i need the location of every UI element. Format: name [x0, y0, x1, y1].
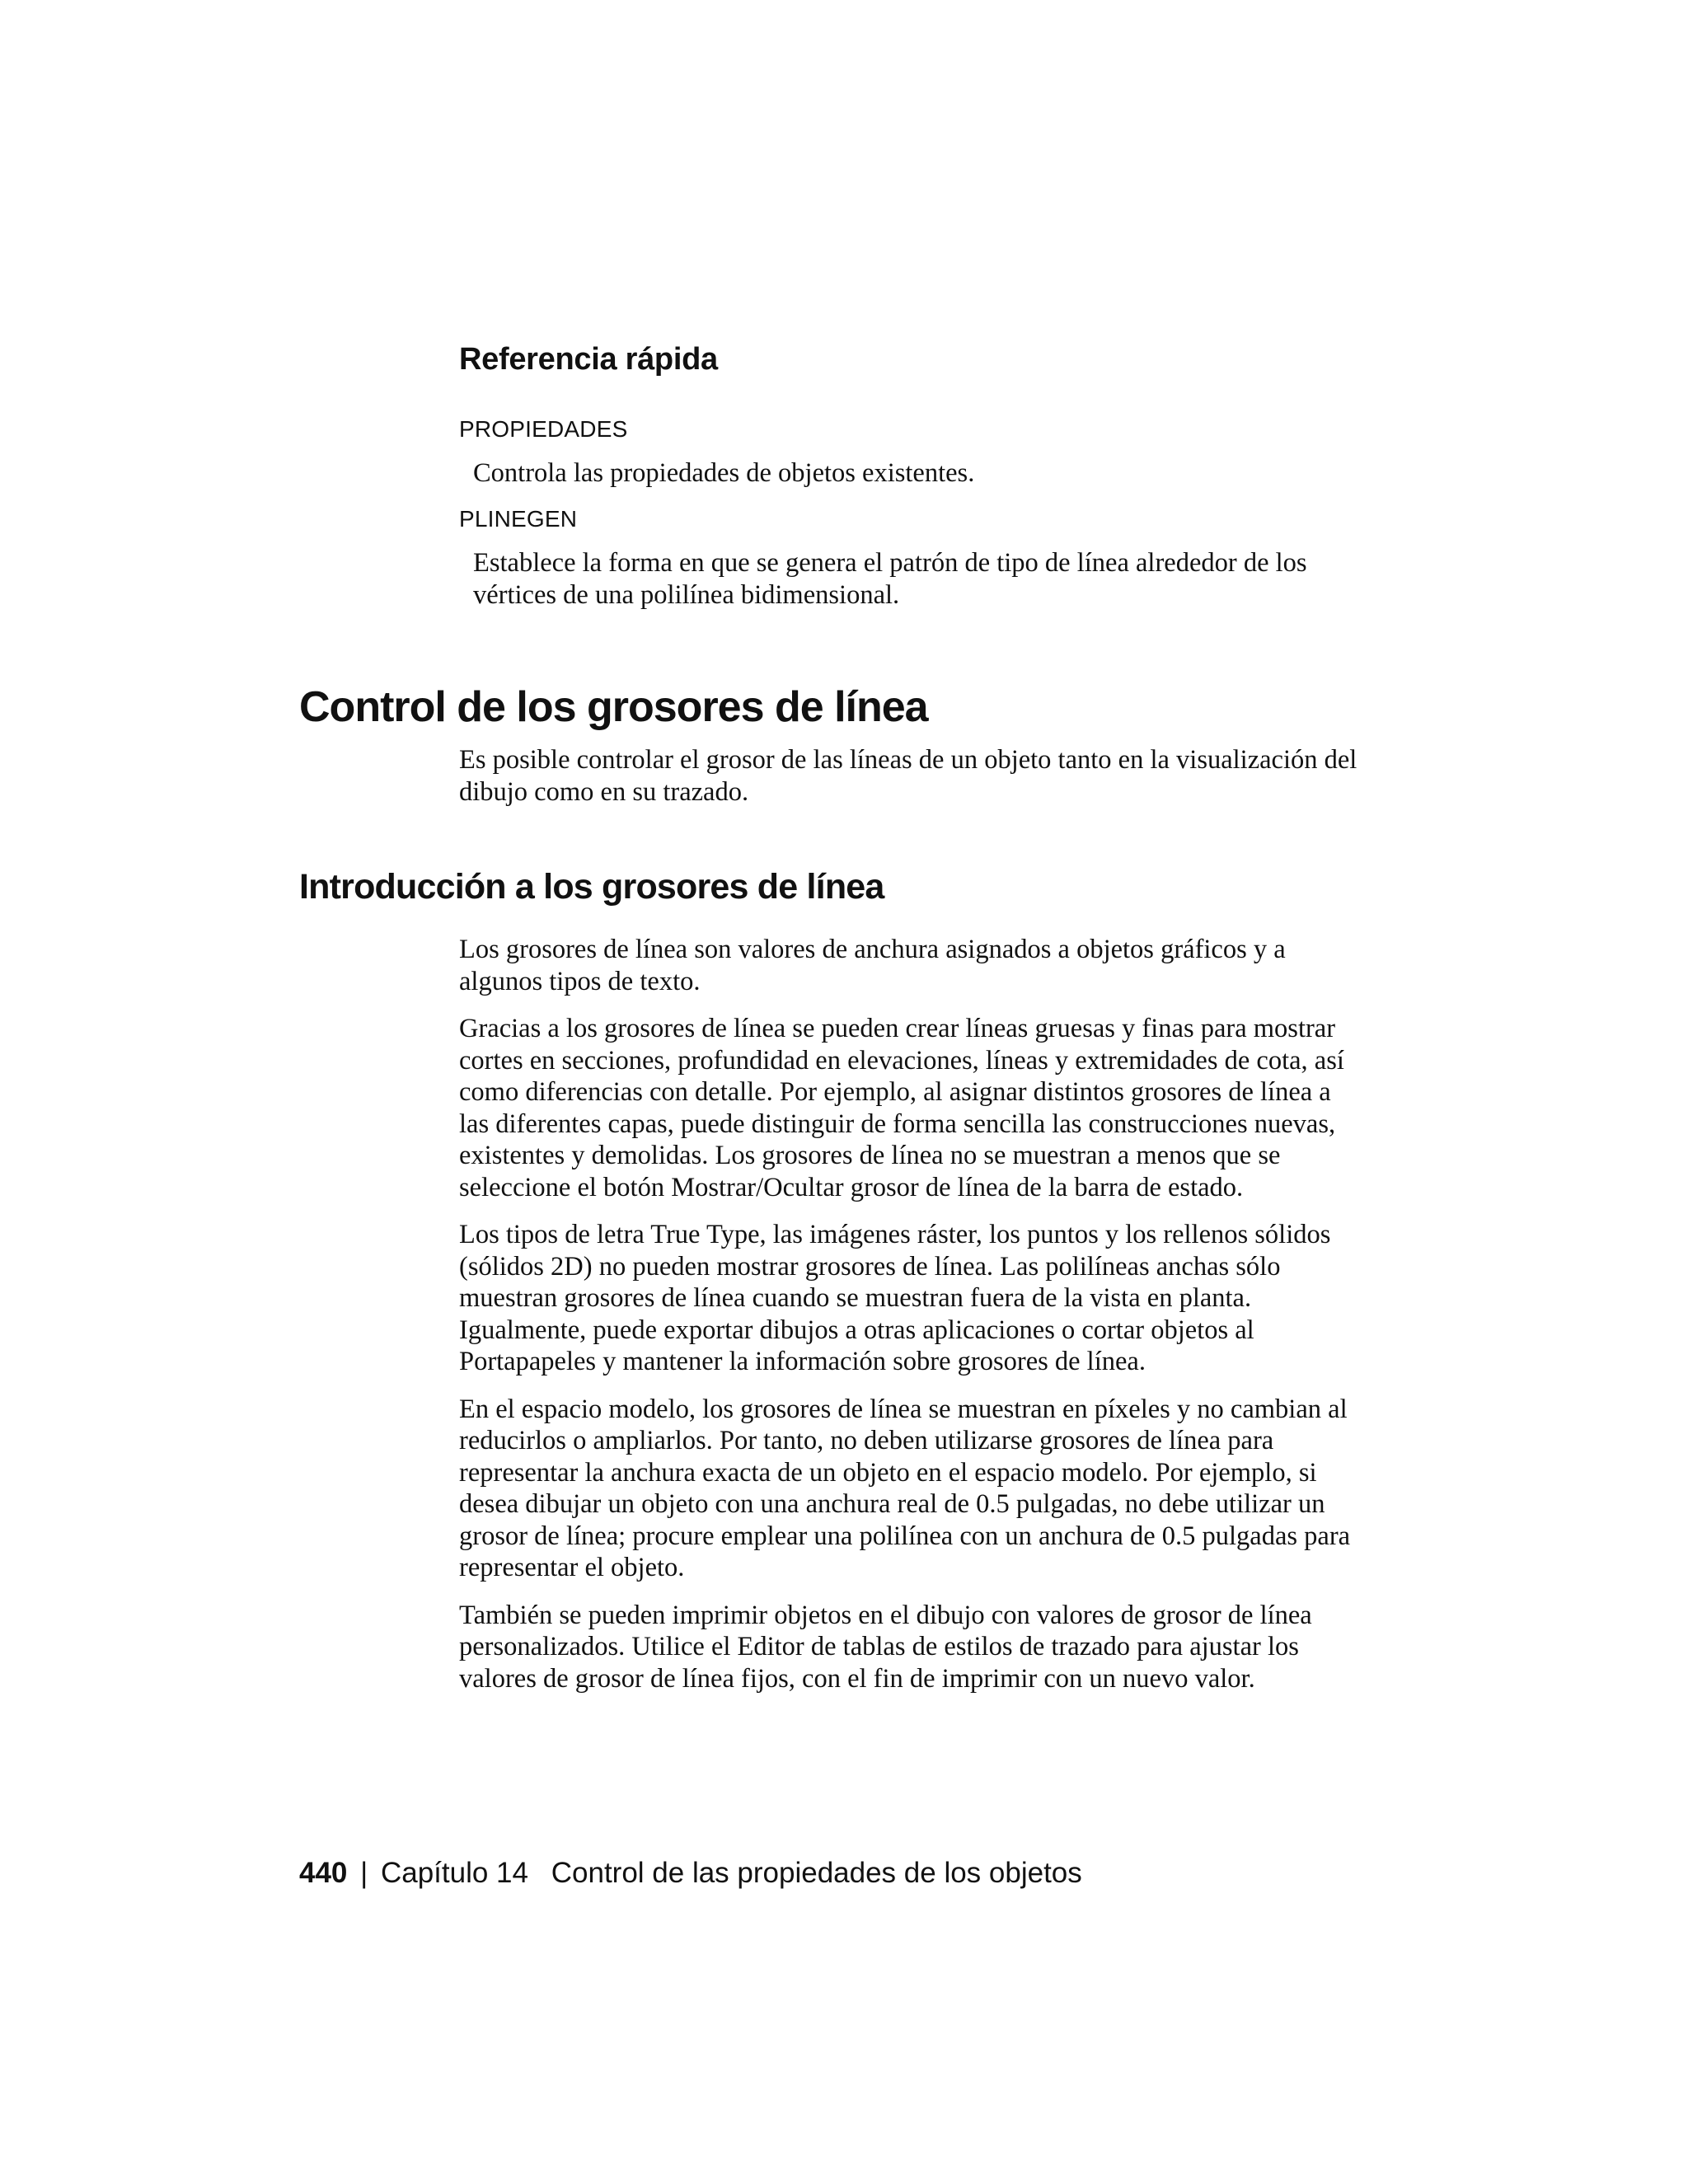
quick-reference-list — [459, 416, 1349, 626]
section-intro-paragraph: Es posible controlar el grosor de las líneas de un objeto tanto en la visualización del dibujo como en su trazado. — [459, 745, 1357, 807]
body-paragraph: Gracias a los grosores de línea se pueden crear líneas gruesas y finas para mostrar cortes en secciones, profundidad en elevaciones, líneas y extremidades de cota, así como diferencias con detalle. Por ejemplo, al asignar distintos grosores de línea a las diferentes capas, puede distinguir de forma sencilla las construcciones nuevas, existentes y demolidas. Los grosores de línea no se muestran a menos que se seleccione el botón Mostrar/Ocultar grosor de línea de la barra de estado. — [459, 1014, 1344, 1202]
page-number: 440 — [299, 1857, 348, 1889]
body-paragraph: También se pueden imprimir objetos en el dibujo con valores de grosor de línea personalizados. Utilice el Editor de tablas de estilos de trazado para ajustar los valores de grosor de línea fijos, con el fin de imprimir con un nuevo valor. — [459, 1600, 1312, 1694]
chapter-title: Control de las propiedades de los objetos — [551, 1857, 1082, 1889]
command-name-propiedades: PROPIEDADES — [459, 416, 628, 442]
body-paragraph: En el espacio modelo, los grosores de línea se muestran en píxeles y no cambian al reducirlos o ampliarlos. Por tanto, no deben utilizarse grosores de línea para representar la anchura exacta de un objeto en el espacio modelo. Por ejemplo, si desea dibujar un objeto con una anchura real de 0.5 pulgadas, no debe utilizar un grosor de línea; procure emplear una polilínea con un anchura de 0.5 pulgadas para representar el objeto. — [459, 1394, 1351, 1582]
page-footer — [299, 1857, 1082, 1890]
section-intro — [459, 744, 1357, 823]
footer-separator: | — [360, 1857, 368, 1889]
command-description-propiedades: Controla las propiedades de objetos existentes. — [473, 458, 975, 488]
body-paragraph: Los tipos de letra True Type, las imágenes ráster, los puntos y los rellenos sólidos (sólidos 2D) no pueden mostrar grosores de línea. Las polilíneas anchas sólo muestran grosores de línea cuando se muestran fuera de la vista en planta. Igualmente, puede exportar dibujos a otras aplicaciones o cortar objetos al Portapapeles y mantener la información sobre grosores de línea. — [459, 1220, 1331, 1376]
body-paragraph: Los grosores de línea son valores de anchura asignados a objetos gráficos y a algunos tipos de texto. — [459, 935, 1286, 996]
chapter-label: Capítulo 14 — [380, 1857, 528, 1889]
quick-reference-heading: Referencia rápida — [459, 342, 718, 377]
command-description-plinegen: Establece la forma en que se genera el patrón de tipo de línea alrededor de los vértices de una polilínea bidimensional. — [473, 548, 1307, 610]
command-name-plinegen: PLINEGEN — [459, 506, 578, 532]
subsection-body — [459, 934, 1357, 1710]
subsection-title: Introducción a los grosores de línea — [299, 867, 884, 907]
section-title: Control de los grosores de línea — [299, 683, 928, 731]
